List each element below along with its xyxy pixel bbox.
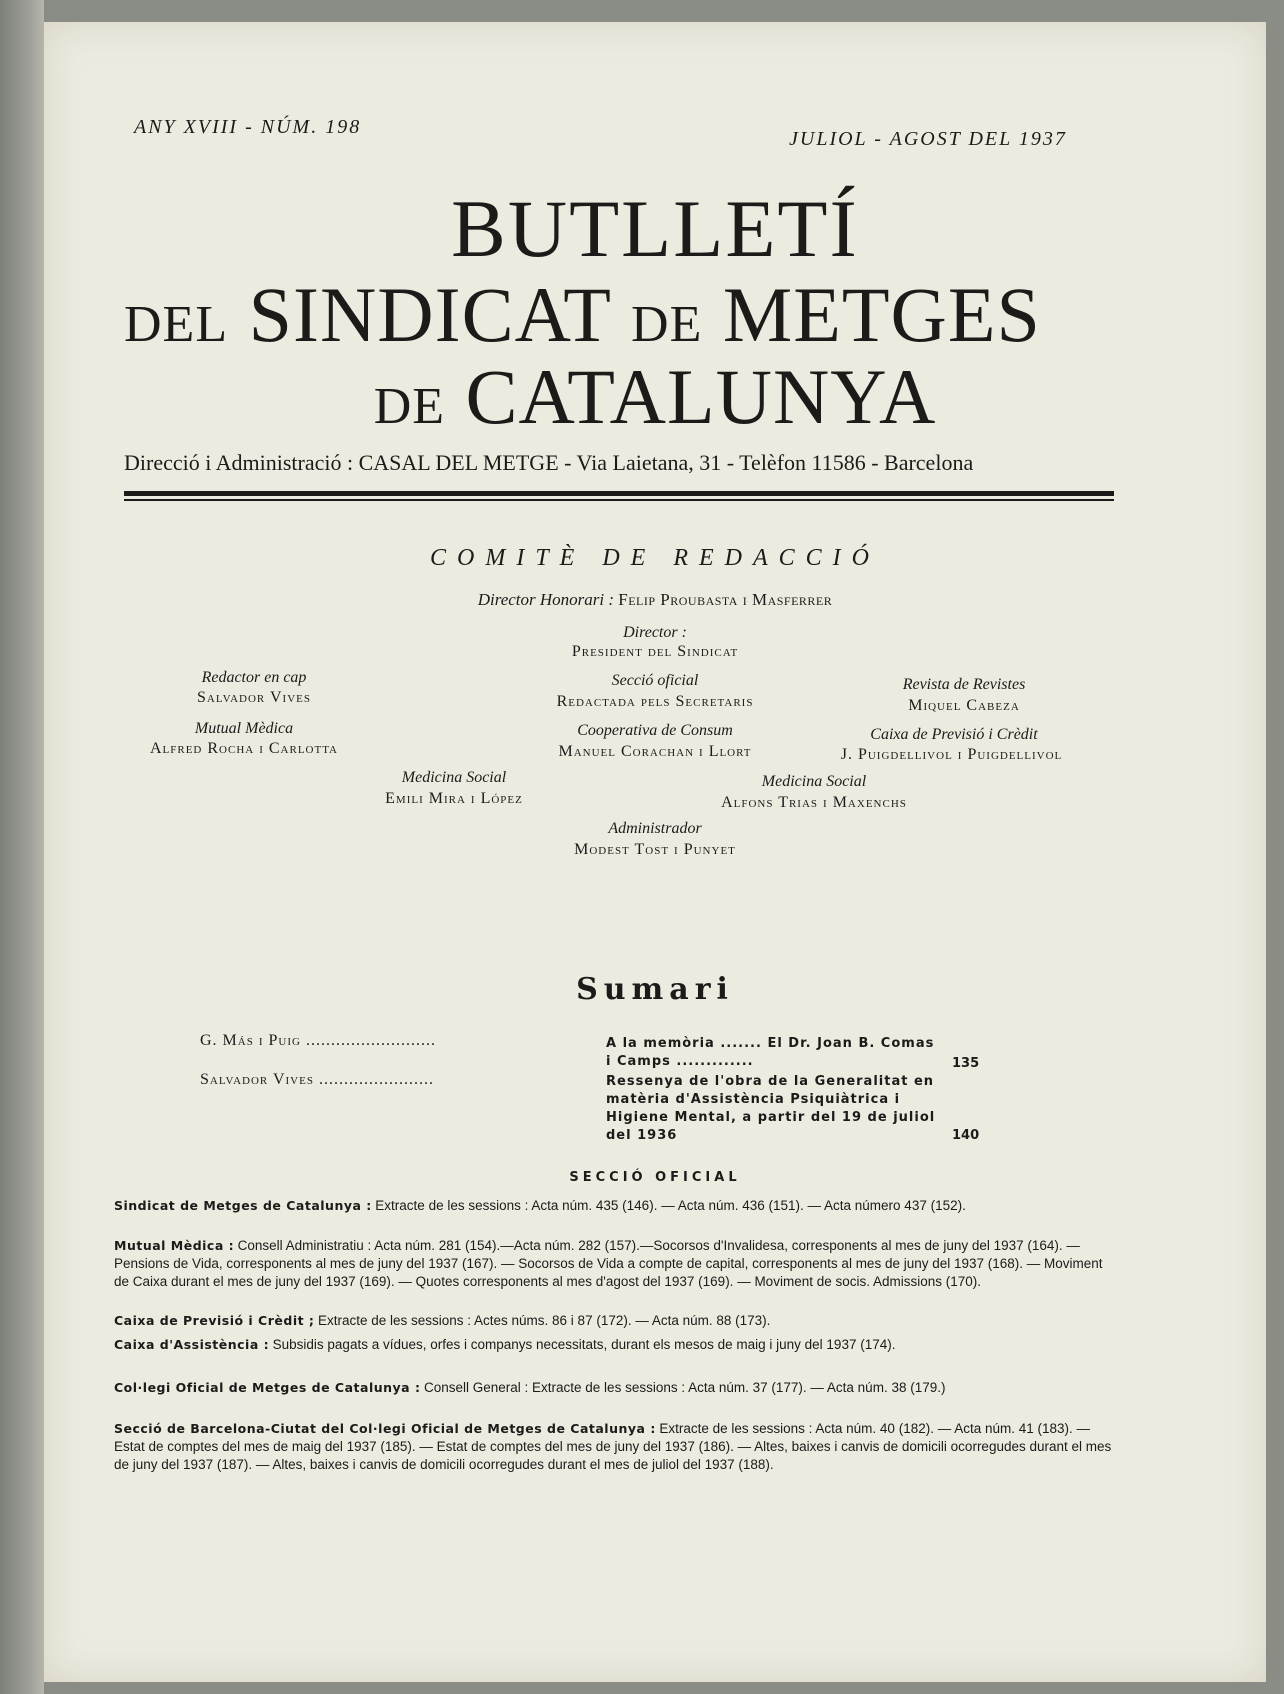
masthead-word: DEL xyxy=(124,296,229,353)
section-entry xyxy=(114,1237,1114,1291)
role-label: Medicina Social xyxy=(401,769,507,786)
person-name: J. Puigdellivol i Puigdellivol xyxy=(840,746,1063,763)
masthead-word: SINDICAT xyxy=(248,271,611,358)
person-name: Salvador Vives xyxy=(197,689,311,706)
issue-date: JULIOL - AGOST DEL 1937 xyxy=(789,128,1067,150)
section-entry xyxy=(114,1420,1114,1474)
person-name: Miquel Cabeza xyxy=(908,697,1020,714)
entry-lead: Mutual Mèdica : xyxy=(114,1238,235,1253)
role-label: Secció oficial xyxy=(611,672,699,689)
role-label: Mutual Mèdica xyxy=(194,720,294,737)
entry-body: Subsidis pagats a vídues, orfes i companys necessitats, durant els mesos de maig i juny del 1937 (174). xyxy=(272,1337,896,1352)
masthead-line-1 xyxy=(44,182,1266,276)
person-name: President del Sindicat xyxy=(571,643,739,660)
honorary-director xyxy=(44,590,1266,610)
masthead-word: DE xyxy=(631,296,703,353)
person-name: Modest Tost i Punyet xyxy=(574,841,736,858)
masthead-word: CATALUNYA xyxy=(465,353,937,440)
role-label: Redactor en cap xyxy=(201,669,307,686)
summary-author: Salvador Vives ....................... xyxy=(200,1071,434,1088)
person-name: Manuel Corachan i Llort xyxy=(558,743,752,760)
summary-article-title: A la memòria ....... El Dr. Joan B. Comas i Camps ............. xyxy=(606,1036,935,1069)
summary-author: G. Más i Puig .......................... xyxy=(200,1032,436,1049)
section-entry xyxy=(114,1336,1114,1354)
person-name: Alfons Trias i Maxenchs xyxy=(721,794,907,811)
person-name: Felip Proubasta i Masferrer xyxy=(618,590,833,609)
summary-page-number: 140 xyxy=(952,1128,980,1143)
summary-page-number: 135 xyxy=(952,1056,980,1071)
book-spine xyxy=(0,0,44,1694)
masthead-word: METGES xyxy=(722,271,1041,358)
entry-body: Extracte de les sessions : Acta núm. 40 (182). — Acta núm. 41 (183). — Estat de comptes del mes de maig del 1937 (185). — Estat de comptes del mes de juny del 1937 (186). — Altes, baixes i canvis de domicili ocorregudes durant el mes de juny del 1937 (187). — Altes, baixes i canvis de domicili ocorregudes durant el mes de juliol del 1937 (188). xyxy=(114,1421,1112,1472)
summary-article-title: Ressenya de l'obra de la Generalitat en matèria d'Assistència Psiquiàtrica i Higiene Mental, a partir del 19 de juliol del 1936 xyxy=(606,1074,936,1143)
journal-page xyxy=(44,22,1266,1682)
masthead-word: BUTLLETÍ xyxy=(451,183,859,274)
masthead-line-2 xyxy=(124,270,1041,360)
section-entry xyxy=(114,1312,1114,1330)
address-line: Direcció i Administració : CASAL DEL METGE - Via Laietana, 31 - Telèfon 11586 - Barcelona xyxy=(124,450,974,475)
official-section-heading: SECCIÓ OFICIAL xyxy=(569,1170,741,1185)
masthead-word: DE xyxy=(373,378,446,435)
entry-body: Consell General : Extracte de les sessions : Acta núm. 37 (177). — Acta núm. 38 (179.) xyxy=(423,1380,946,1395)
entry-lead: Caixa d'Assistència : xyxy=(114,1337,270,1352)
entry-body: Consell Administratiu : Acta núm. 281 (154).—Acta núm. 282 (157).—Socorsos d'Invalidesa, corresponents al mes de juny del 1937 (164). — Pensions de Vida, corresponents al mes de juny del 1937 (167). — Socorsos de Vida a compte de capital, corresponents al mes de juny del 1937 (168). — Moviment de Caixa durant el mes de juny del 1937 (169). — Quotes corresponents al mes d'agost del 1937 (169). — Moviment de socis. Admissions (170). xyxy=(114,1238,1103,1289)
masthead-line-3 xyxy=(44,352,1266,442)
section-entry xyxy=(114,1197,1114,1215)
header-rule xyxy=(124,499,1114,501)
entry-lead: Secció de Barcelona-Ciutat del Col·legi Oficial de Metges de Catalunya : xyxy=(114,1421,656,1436)
person-name: Alfred Rocha i Carlotta xyxy=(149,740,338,757)
role-label: Medicina Social xyxy=(761,773,867,790)
role-label: Administrador xyxy=(608,820,702,837)
entry-lead: Col·legi Oficial de Metges de Catalunya : xyxy=(114,1380,421,1395)
person-name: Emili Mira i López xyxy=(385,790,523,807)
role-label: Caixa de Previsió i Crèdit xyxy=(870,726,1038,743)
entry-lead: Sindicat de Metges de Catalunya : xyxy=(114,1198,372,1213)
person-name: Redactada pels Secretaris xyxy=(556,693,754,710)
role-label: Director Honorari : xyxy=(477,590,615,609)
header-rule xyxy=(124,491,1114,496)
entry-body: Extracte de les sessions : Actes núms. 86 i 87 (172). — Acta núm. 88 (173). xyxy=(317,1313,771,1328)
section-entry xyxy=(114,1379,1114,1397)
issue-number: ANY XVIII - NÚM. 198 xyxy=(134,116,362,138)
entry-lead: Caixa de Previsió i Crèdit ; xyxy=(114,1313,315,1328)
entry-body: Extracte de les sessions : Acta núm. 435 (146). — Acta núm. 436 (151). — Acta número 437 (152). xyxy=(375,1198,966,1213)
role-label: Director : xyxy=(623,624,687,641)
summary-heading: Sumari xyxy=(576,972,734,1007)
role-label: Revista de Revistes xyxy=(902,676,1026,693)
committee-heading: COMITÈ DE REDACCIÓ xyxy=(430,545,880,571)
role-label: Cooperativa de Consum xyxy=(577,722,733,739)
